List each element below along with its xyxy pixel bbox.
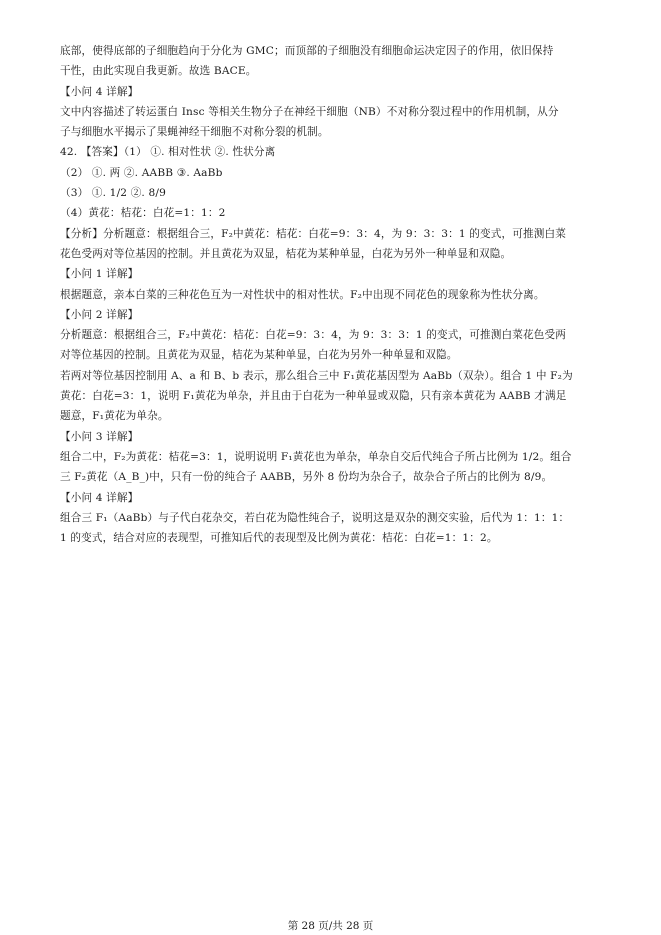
text-line: 若两对等位基因控制用 A、a 和 B、b 表示，那么组合三中 F₁黄花基因型为 AaBb（双杂）。组合 1 中 F₂为	[60, 369, 573, 382]
section-heading: 【小问 4 详解】	[60, 85, 139, 98]
text-line: 底部，使得底部的子细胞趋向于分化为 GMC；而顶部的子细胞没有细胞命运决定因子的作用，依旧保持	[60, 45, 554, 57]
answer-line: （4）黄花：桔花：白花=1：1：2	[60, 207, 226, 220]
text-line: 子与细胞水平揭示了果蝇神经干细胞不对称分裂的机制。	[60, 126, 329, 139]
text-line: 三 F₂黄花（A_B_)中，只有一份的纯合子 AABB，另外 8 份均为杂合子，故杂合子所占的比例为 8/9。	[60, 471, 553, 484]
text-line: 组合三 F₁（AaBb）与子代白花杂交，若白花为隐性纯合子，说明这是双杂的测交实验，后代为 1：1：1：	[60, 511, 570, 524]
section-heading: 【小问 3 详解】	[60, 430, 139, 443]
text-line: 干性，由此实现自我更新。故选 BACE。	[60, 65, 257, 78]
page-number-footer: 第 28 页/共 28 页	[287, 920, 374, 932]
answer-line: 42. 【答案】（1） ①. 相对性状 ②. 性状分离	[60, 146, 276, 159]
text-line: 花色受两对等位基因的控制。并且黄花为双显，桔花为某种单显，白花为另外一种单显和双隐。	[60, 247, 512, 260]
text-line: 黄花：白花=3：1，说明 F₁黄花为单杂，并且由于白花为一种单显或双隐，只有亲本黄花为 AABB 才满足	[60, 390, 567, 403]
text-line: 根据题意，亲本白菜的三种花色互为一对性状中的相对性状。F₂中出现不同花色的现象称为性状分离。	[60, 288, 545, 301]
section-heading: 【小问 1 详解】	[60, 268, 139, 281]
section-heading: 【小问 4 详解】	[60, 491, 139, 504]
text-line: 文中内容描述了转运蛋白 Insc 等相关生物分子在神经干细胞（NB）不对称分裂过程中的作用机制，从分	[60, 105, 559, 118]
text-line: 组合二中，F₂为黄花：桔花=3：1，说明说明 F₁黄花也为单杂，单杂自交后代纯合子所占比例为 1/2。组合	[60, 450, 572, 463]
answer-text-body	[60, 41, 612, 548]
answer-line: （2） ①. 两 ②. AABB ③. AaBb	[60, 166, 223, 179]
text-line: 对等位基因的控制。且黄花为双显，桔花为某种单显，白花为另外一种单显和双隐。	[60, 349, 458, 362]
text-line: 题意，F₁黄花为单杂。	[60, 410, 169, 423]
answer-line: （3） ①. 1/2 ②. 8/9	[60, 187, 166, 200]
text-line: 【分析】分析题意：根据组合三，F₂中黄花：桔花：白花=9：3：4，为 9：3：3：1 的变式，可推测白菜	[60, 227, 566, 240]
text-line: 1 的变式，结合对应的表现型，可推知后代的表现型及比例为黄花：桔花：白花=1：1：2。	[60, 532, 498, 545]
text-line: 分析题意：根据组合三，F₂中黄花：桔花：白花=9：3：4，为 9：3：3：1 的变式，可推测白菜花色受两	[60, 329, 566, 342]
section-heading: 【小问 2 详解】	[60, 308, 139, 321]
